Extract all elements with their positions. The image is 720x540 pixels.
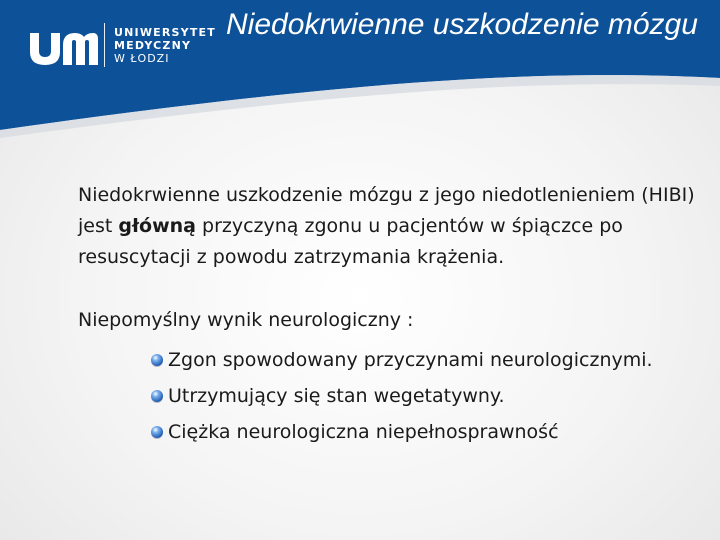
logo-divider [104,23,105,67]
intro-paragraph [78,180,698,273]
um-logo-mark [28,25,98,65]
list-item [151,342,698,378]
bullet-icon [151,354,163,366]
intro-emphasis: główną [118,215,196,237]
logo-line-1: UNIWERSYTET [114,25,216,39]
outcome-heading: Niepomyślny wynik neurologiczny : [78,309,414,331]
list-item [151,414,698,450]
logo-line-3: W ŁODZI [114,51,170,65]
university-logo [28,22,216,68]
slide-title: Niedokrwienne uszkodzenie mózgu [226,8,698,41]
bullet-icon [151,426,163,438]
intro-text-end: przyczyną zgonu u pacjentów w śpiączce po resuscytacji z powodu zatrzymania krążenia. [78,215,623,268]
list-item-text: Utrzymujący się stan wegetatywny. [168,384,505,407]
slide-body [78,180,698,450]
list-item-text: Ciężka neurologiczna niepełnosprawność [168,420,559,443]
list-item-text: Zgon spowodowany przyczynami neurologicznymi. [168,348,653,371]
bullet-icon [151,390,163,402]
logo-wordmark [114,26,216,65]
outcome-list [78,342,698,450]
intro-text-start: Niedokrwienne uszkodzenie mózgu z jego niedotlenieniem (HIBI) jest [78,184,695,237]
list-item [151,378,698,414]
logo-line-2: MEDYCZNY [114,38,192,52]
